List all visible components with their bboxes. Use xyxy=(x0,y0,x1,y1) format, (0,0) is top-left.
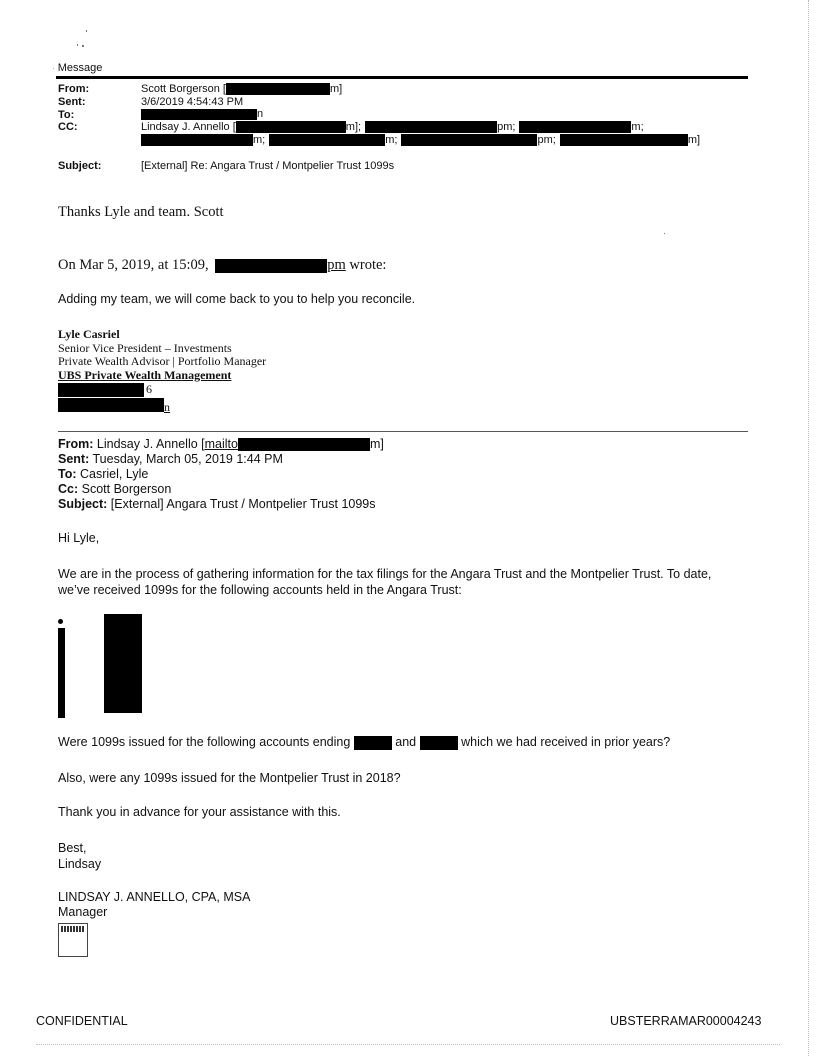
subject-value: [External] Re: Angara Trust / Montpelier Trust 1099s xyxy=(141,160,395,172)
sent-label: Sent: xyxy=(58,96,86,108)
quoted-intro: On Mar 5, 2019, at 15:09, pm wrote: xyxy=(58,257,387,273)
sig-line-2-tail: n xyxy=(164,400,170,414)
redaction xyxy=(141,109,257,120)
sig-line-1-tail: 6 xyxy=(146,382,152,396)
sig-firm: UBS Private Wealth Management xyxy=(58,367,232,382)
sig-title-2: Private Wealth Advisor | Portfolio Manager xyxy=(58,354,267,368)
redaction xyxy=(401,134,537,146)
orig-paragraph-4: Thank you in advance for your assistance with this. xyxy=(58,805,341,819)
sig-title-1: Senior Vice President – Investments xyxy=(58,340,232,355)
to-value: n xyxy=(141,108,263,120)
redaction xyxy=(365,121,497,133)
orig-greeting: Hi Lyle, xyxy=(58,531,100,545)
redaction xyxy=(141,134,253,146)
redaction xyxy=(420,736,458,750)
sent-value: 3/6/2019 4:54:43 PM xyxy=(141,96,244,108)
lindsay-signature: LINDSAY J. ANNELLO, CPA, MSA Manager xyxy=(58,890,251,919)
redaction xyxy=(58,628,65,718)
mailto-link[interactable]: mailto xyxy=(204,437,238,451)
subject-label: Subject: xyxy=(58,160,102,172)
footer-bates-number: UBSTERRAMAR00004243 xyxy=(610,1014,762,1028)
cc-value-line2: m; m; pm; m] xyxy=(141,134,700,146)
orig-from: From: Lindsay J. Annello [mailto m] xyxy=(58,437,384,451)
lyle-signature xyxy=(58,328,266,382)
redaction xyxy=(560,134,688,146)
redaction xyxy=(226,83,330,95)
cc-label: CC: xyxy=(58,121,78,133)
reply-body: Thanks Lyle and team. Scott xyxy=(58,204,224,220)
redaction xyxy=(354,736,392,750)
redacted-account-list xyxy=(104,614,142,713)
redaction xyxy=(58,398,164,412)
scan-speck xyxy=(77,44,78,46)
orig-paragraph-2: Were 1099s issued for the following accounts ending and which we had received in prior years? xyxy=(58,735,671,749)
redaction xyxy=(236,121,346,133)
orig-subject: Subject: [External] Angara Trust / Montpelier Trust 1099s xyxy=(58,497,376,511)
orig-cc: Cc: Scott Borgerson xyxy=(58,482,172,496)
redaction xyxy=(215,259,327,273)
redaction xyxy=(238,438,370,451)
orig-closing: Best, Lindsay xyxy=(58,841,102,871)
from-value: Scott Borgerson [ m] xyxy=(141,83,343,95)
separator-line xyxy=(58,431,748,432)
message-header-rule xyxy=(56,76,748,79)
sig-name: Lyle Casriel xyxy=(58,327,120,341)
message-label: · Message xyxy=(52,62,103,74)
broken-image-icon xyxy=(58,923,88,957)
orig-paragraph-1: We are in the process of gathering information for the tax filings for the Angara Trust and the Montpelier Trust. To date, we’ve received 1099s for the following accounts held in the Angara Trust: xyxy=(58,567,712,597)
scan-speck xyxy=(86,30,87,32)
orig-sent: Sent: Tuesday, March 05, 2019 1:44 PM xyxy=(58,452,283,466)
from-label: From: xyxy=(58,83,90,95)
scan-speck xyxy=(82,45,84,47)
quoted-adding-text: Adding my team, we will come back to you to help you reconcile. xyxy=(58,292,416,306)
to-label: To: xyxy=(58,109,75,121)
bullet-icon xyxy=(58,619,63,624)
scan-edge xyxy=(808,0,810,1056)
redaction xyxy=(519,121,631,133)
scan-edge xyxy=(36,1044,780,1046)
redaction xyxy=(269,134,385,146)
redaction xyxy=(58,383,144,397)
footer-confidential: CONFIDENTIAL xyxy=(36,1014,128,1028)
orig-to: To: Casriel, Lyle xyxy=(58,467,149,481)
orig-paragraph-3: Also, were any 1099s issued for the Montpelier Trust in 2018? xyxy=(58,771,401,785)
scan-speck xyxy=(664,233,665,234)
cc-value-line1: Lindsay J. Annello [ m]; pm; m; xyxy=(141,121,644,133)
